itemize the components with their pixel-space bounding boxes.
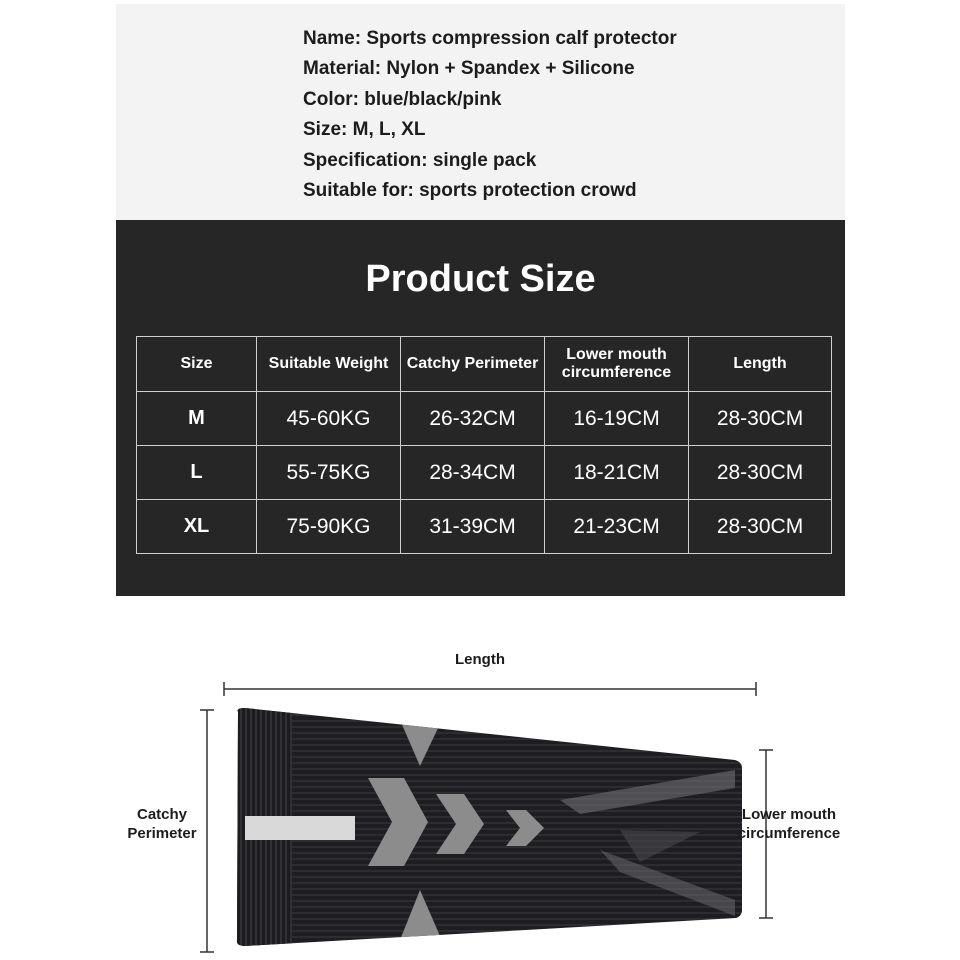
spec-color: Color: blue/black/pink [303,88,502,110]
cell-catchy-perimeter: 31-39CM [401,500,545,554]
spec-list [303,24,677,206]
cell-weight: 55-75KG [257,446,401,500]
spec-name: Name: Sports compression calf protector [303,28,677,49]
spec-material: Material: Nylon + Spandex + Silicone [303,58,635,80]
lower-mouth-label: Lower mouth circumference [737,806,841,842]
spec-size: Size: M, L, XL [303,119,426,141]
light-band [245,816,355,840]
cell-lower-mouth: 16-19CM [545,392,689,446]
cell-catchy-perimeter: 28-34CM [401,446,545,500]
calf-sleeve-image [230,700,750,960]
table-row [137,500,832,554]
catchy-perimeter-label: Catchy Perimeter [127,806,197,842]
length-label: Length [455,651,505,668]
cell-catchy-perimeter: 26-32CM [401,392,545,446]
cell-size: M [137,392,257,446]
header-length: Length [689,337,832,392]
cell-lower-mouth: 21-23CM [545,500,689,554]
table-row [137,392,832,446]
size-panel [116,220,845,596]
cell-weight: 75-90KG [257,500,401,554]
dimension-diagram [0,600,960,960]
cell-weight: 45-60KG [257,392,401,446]
cell-length: 28-30CM [689,446,832,500]
cell-size: XL [137,500,257,554]
cell-length: 28-30CM [689,500,832,554]
size-table [136,336,832,554]
spec-panel [116,4,845,220]
header-suitable-weight: Suitable Weight [257,337,401,392]
length-dimension-line [224,682,756,696]
cell-size: L [137,446,257,500]
header-size: Size [137,337,257,392]
header-catchy-perimeter: Catchy Perimeter [401,337,545,392]
spec-specification: Specification: single pack [303,149,537,171]
size-chart-title: Product Size [365,258,596,300]
cell-length: 28-30CM [689,392,832,446]
table-header-row [137,337,832,392]
table-row [137,446,832,500]
spec-suitable-for: Suitable for: sports protection crowd [303,180,637,202]
cell-lower-mouth: 18-21CM [545,446,689,500]
header-lower-mouth-circumference: Lower mouth circumference [545,337,689,392]
